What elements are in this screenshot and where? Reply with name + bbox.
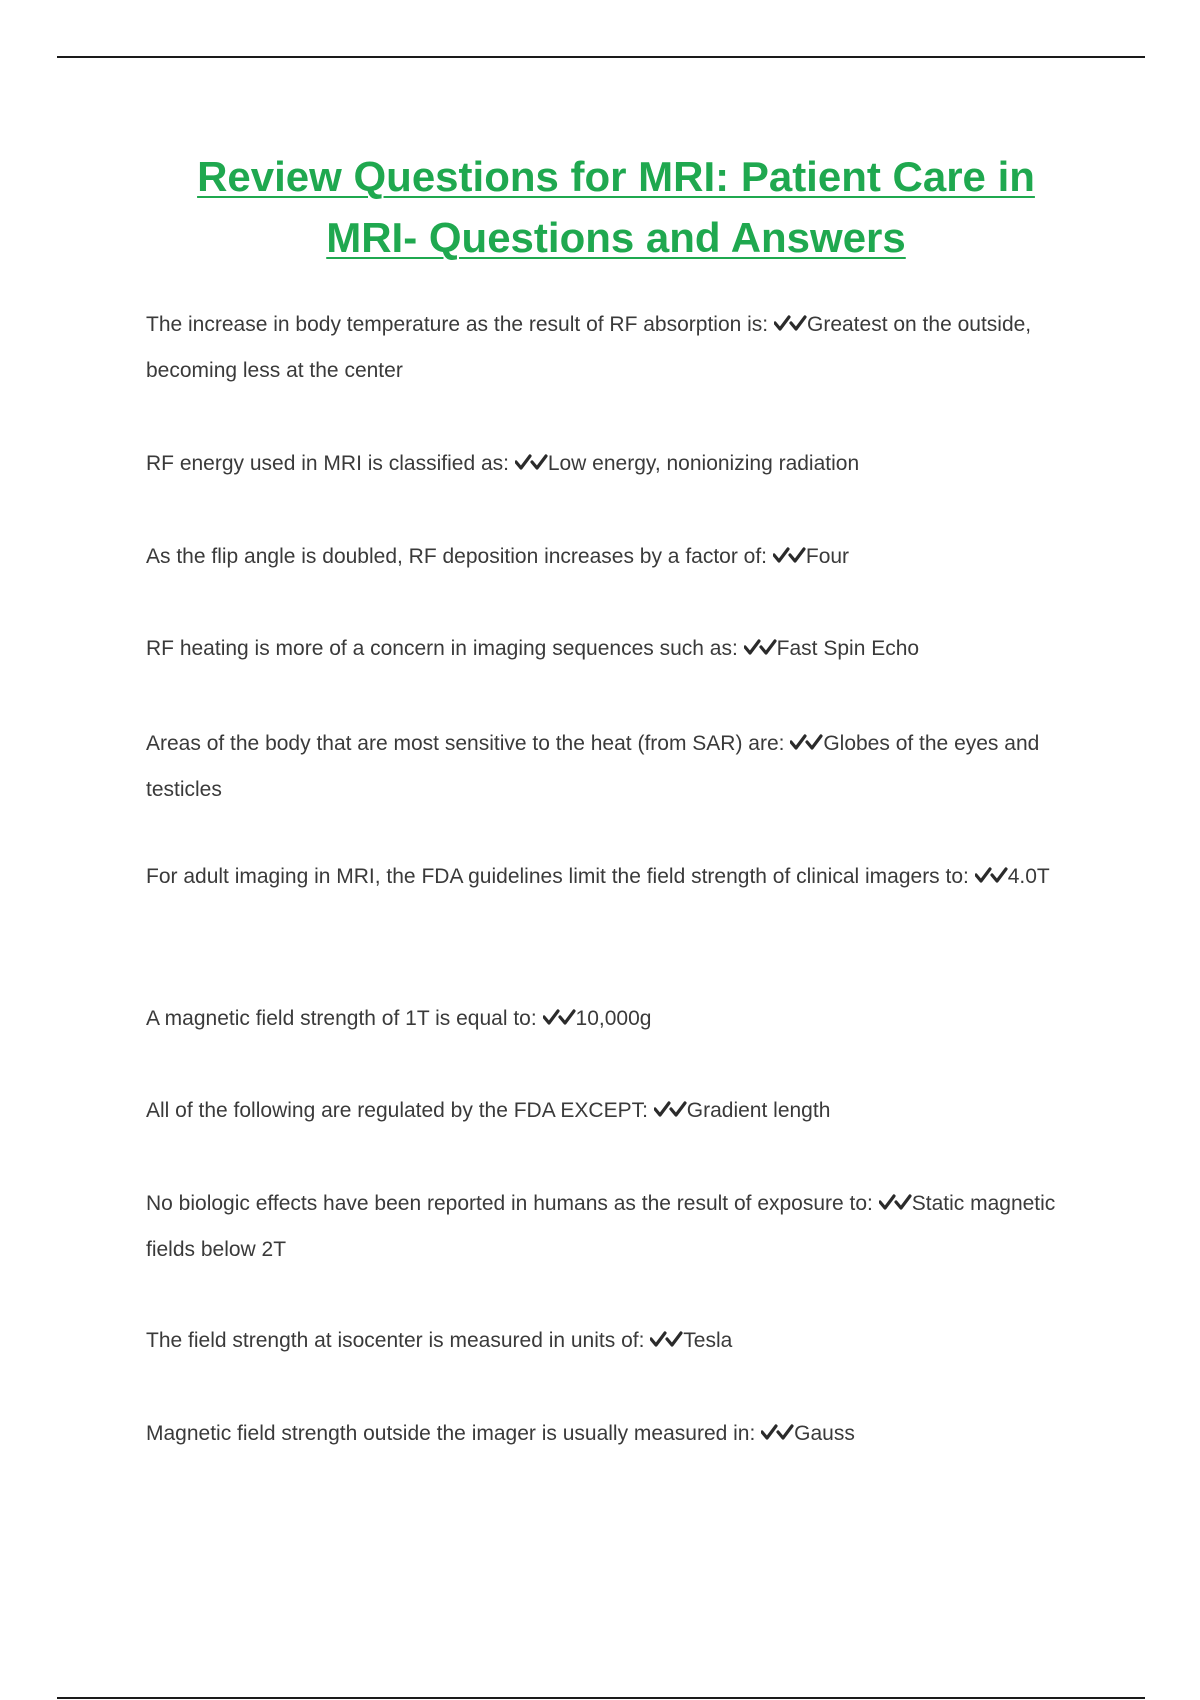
question-text: A magnetic field strength of 1T is equal to: — [146, 1007, 537, 1030]
question-text: RF heating is more of a concern in imaging sequences such as: — [146, 637, 738, 660]
double-checkmark-icon — [879, 1191, 912, 1213]
double-checkmark-icon — [543, 1006, 576, 1028]
question-text: For adult imaging in MRI, the FDA guidelines limit the field strength of clinical imagers to: — [146, 865, 969, 888]
answer-text: Gradient length — [686, 1099, 831, 1122]
answer-text: 4.0T — [1007, 865, 1050, 888]
title-line-1: Review Questions for MRI: Patient Care in — [197, 153, 1035, 200]
answer-text: Greatest on the outside, becoming less at the center — [146, 313, 1032, 382]
qa-item — [146, 996, 1086, 1042]
double-checkmark-icon — [650, 1328, 683, 1350]
answer-text: Four — [805, 545, 850, 568]
answer-text: Fast Spin Echo — [776, 637, 920, 660]
answer-text: Tesla — [683, 1329, 733, 1352]
qa-item — [146, 441, 1086, 487]
double-checkmark-icon — [975, 864, 1008, 886]
qa-item — [146, 1411, 1086, 1457]
answer-text: Gauss — [794, 1422, 855, 1445]
answer-text: Globes of the eyes and testicles — [146, 732, 1040, 801]
qa-item — [146, 1088, 1086, 1134]
qa-item — [146, 1318, 1086, 1364]
qa-item — [146, 626, 1086, 672]
double-checkmark-icon — [761, 1421, 794, 1443]
double-checkmark-icon — [790, 731, 823, 753]
bottom-rule — [57, 1697, 1145, 1699]
double-checkmark-icon — [515, 451, 548, 473]
qa-item — [146, 721, 1086, 813]
qa-item — [146, 854, 1086, 900]
question-text: All of the following are regulated by the FDA EXCEPT: — [146, 1099, 648, 1122]
double-checkmark-icon — [654, 1098, 687, 1120]
double-checkmark-icon — [774, 312, 807, 334]
double-checkmark-icon — [744, 636, 777, 658]
question-text: The increase in body temperature as the result of RF absorption is: — [146, 313, 769, 336]
question-text: Areas of the body that are most sensitive to the heat (from SAR) are: — [146, 732, 785, 755]
question-text: No biologic effects have been reported in humans as the result of exposure to: — [146, 1192, 873, 1215]
question-text: As the flip angle is doubled, RF deposition increases by a factor of: — [146, 545, 768, 568]
qa-item — [146, 1181, 1086, 1273]
question-text: Magnetic field strength outside the imager is usually measured in: — [146, 1422, 756, 1445]
qa-item — [146, 534, 1086, 580]
answer-text: Static magnetic fields below 2T — [146, 1192, 1056, 1261]
question-text: The field strength at isocenter is measured in units of: — [146, 1329, 645, 1352]
page-title — [120, 146, 1112, 268]
answer-text: 10,000g — [575, 1007, 652, 1030]
question-text: RF energy used in MRI is classified as: — [146, 452, 509, 475]
answer-text: Low energy, nonionizing radiation — [547, 452, 860, 475]
qa-item — [146, 302, 1086, 394]
double-checkmark-icon — [773, 544, 806, 566]
title-line-2: MRI- Questions and Answers — [326, 214, 906, 261]
top-rule — [57, 56, 1145, 58]
